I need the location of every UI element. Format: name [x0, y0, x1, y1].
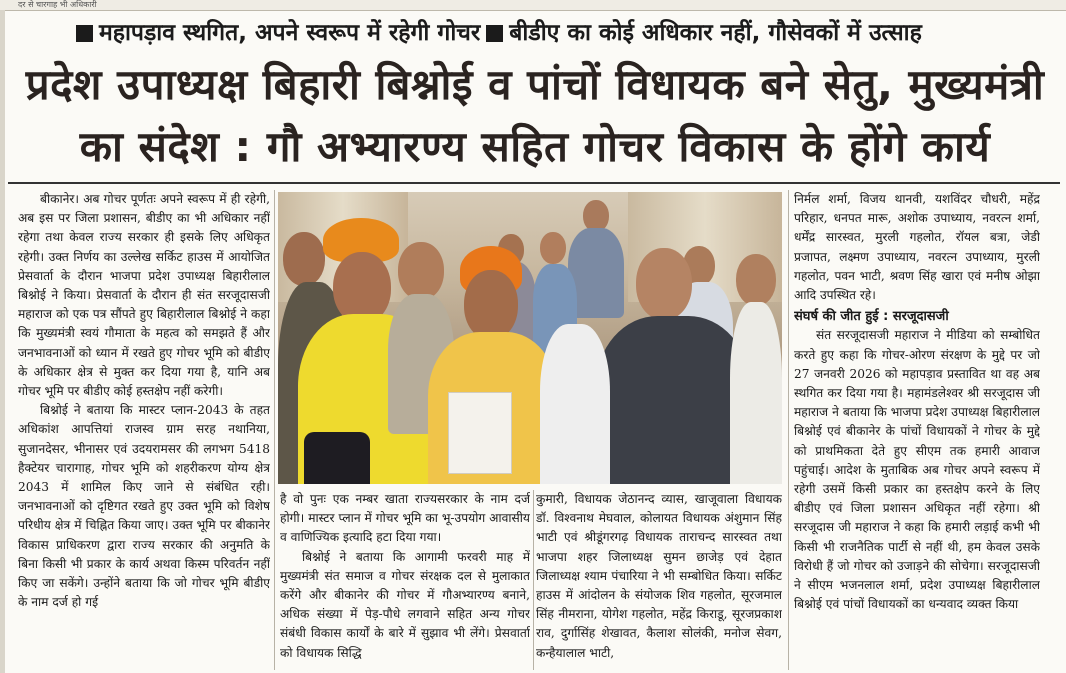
paragraph: कुमारी, विधायक जेठानन्द व्यास, खाजूवाला विधायक डॉ. विश्वनाथ मेघवाल, कोलायत विधायक अंशुमान सिंह भाटी एवं श्रीडूंगरगढ़ विधायक ताराचन्द सारस्वत तथा भाजपा शहर जिलाध्यक्ष सुमन छाजेड़ एवं देहात जिलाध्यक्ष श्याम पंचारिया ने भी सम्बोधित किया। सर्किट हाउस में आंदोलन के संयोजक शिव गहलोत, सूरजमाल सिंह नीमराना, योगेश गहलोत, महेंद्र किराडू, सूरजप्रकाश राव, दुर्गासिंह शेखावत, कैलाश सोलंकी, मनोज सेवग, कन्हैयालाल भाटी, — [536, 492, 782, 660]
paragraph: बिश्नोई ने बताया कि मास्टर प्लान-2043 के तहत अधिकांश आपत्तियां राजस्व ग्राम सरह नथानिया, सुजानदेसर, भीनासर एवं उदयरामसर की लगभग 5418 हैक्टेयर चारागाह, गोचर भूमि को शहरीकरण योग्य क्षेत्र 2043 में शामिल किए जाने से संबंधित रही। जनभावनाओं को दृष्टिगत रखते हुए उक्त भूमि को विशेष परिधीय क्षेत्र में चिह्नित किया जाए। उक्त भूमि पर बीकानेर विकास प्राधिकरण द्वारा राज्य सरकार की अनुमति के बिना किसी भी प्रकार के कार्य अथवा किस्म परिवर्तन नहीं किए जा सकेंगे। उन्होंने बताया कि जो गोचर भूमि बीडीए के नाम दर्ज हो गई — [18, 403, 270, 610]
page-edge — [0, 10, 5, 673]
paragraph: निर्मल शर्मा, विजय थानवी, यशविंदर चौधरी, महेंद्र परिहार, धनपत मारू, अशोक उपाध्याय, नवरत्न शर्मा, धर्मेंद्र सारस्वत, मुरली गहलोत, रॉयल बत्रा, जेडी प्रजापत, लक्ष्मण उपाध्याय, नवरत्न उपाध्याय, मुरली गहलोत, पवन भाटी, श्रवण सिंह खारा एवं मनीष ओझा आदि उपस्थित रहे। — [794, 192, 1040, 303]
column-divider — [533, 490, 534, 670]
headline-rule — [8, 182, 1060, 184]
column-divider — [788, 190, 789, 670]
headline-line2: का संदेश : गौ अभ्यारण्य सहित गोचर विकास के होंगे कार्य — [79, 122, 991, 171]
paragraph: संत सरजूदासजी महाराज ने मीडिया को सम्बोधित करते हुए कहा कि गोचर-ओरण संरक्षण के मुद्दे पर जो 27 जनवरी 2026 को महापड़ाव प्रस्तावित था वह अब स्थगित कर दिया गया है। महामंडलेश्वर श्री सरजूदास जी महाराज ने बताया कि भाजपा प्रदेश उपाध्यक्ष बिहारीलाल बिश्नोई एवं बीकानेर के पांचों विधायकों ने गोचर के मुद्दे को प्राथमिकता देते हुए सीएम तक हमारी आवाज पहुंचाई। आदेश के मुताबिक अब गोचर अपने स्वरूप में रहेगी उसमें किसी प्रकार का हस्तक्षेप करने के लिए बीडीए एवं जिला प्रशासन अधिकृत नहीं रहेगा। श्री सरजूदास जी महाराज ने कहा कि हमारी लड़ाई कभी भी किसी भी राजनैतिक पार्टी से नहीं थी, हम केवल उसके विरोधी हैं जो गोचर को उजाड़ने की सोचेगा। सरजूदासजी ने सीएम भजनलाल शर्मा, प्रदेश उपाध्यक्ष बिहारीलाल बिश्नोई एवं पांचों विधायकों का धन्यवाद व्यक्त किया — [794, 328, 1040, 612]
article-column-2 — [280, 490, 530, 672]
article-column-3 — [536, 490, 782, 672]
paragraph: बिश्नोई ने बताया कि आगामी फरवरी माह में मुख्यमंत्री संत समाज व गोचर संरक्षक दल से मुलाकात करेंगे और बीकानेर की गोचर में गौअभ्यारण्य बनाने, अधिक संख्या में पेड़-पौधे लगवाने सहित अन्य गोचर संबंधी विकास कार्यों के बारे में सुझाव भी लेंगे। प्रेसवार्ता को विधायक सिद्धि — [280, 549, 530, 660]
headline — [10, 54, 1060, 178]
subheadline — [70, 16, 1000, 50]
square-bullet-icon — [486, 25, 503, 42]
article-column-4 — [794, 190, 1040, 672]
column-divider — [274, 190, 275, 670]
article-column-1 — [18, 190, 270, 672]
subheadline-part2: बीडीए का कोई अधिकार नहीं, गौसेवकों में उत्साह — [509, 20, 922, 46]
top-strip-text: दर से चारगाह भी अधिकारी — [18, 0, 97, 9]
paragraph: बीकानेर। अब गोचर पूर्णतः अपने स्वरूप में ही रहेगी, अब इस पर जिला प्रशासन, बीडीए का भी अधिकार नहीं रहेगा तथा केवल राज्य सरकार ही इसके लिए अधिकृत रहेगी। उक्त निर्णय का उल्लेख सर्किट हाउस में आयोजित प्रेसवार्ता के दौरान भाजपा प्रदेश उपाध्यक्ष बिहारीलाल बिश्नोई ने किया। प्रेसवार्ता के दौरान ही संत सरजूदासजी महाराज को एक पत्र सौंपते हुए बिहारीलाल बिश्नोई ने कहा कि मुख्यमंत्री स्वयं गौमाता के महत्व को समझते हैं और जनभावनाओं को ध्यान में रखते हुए गोचर भूमि को बीडीए के अधिकार क्षेत्र से मुक्त कर दिया गया है, यानि अब गोचर भूमि पर बीडीए कोई हस्तक्षेप नहीं करेगी। — [18, 192, 270, 399]
letter-document — [448, 392, 512, 474]
column-subheading: संघर्ष की जीत हुई : सरजूदासजी — [794, 309, 949, 325]
square-bullet-icon — [76, 25, 93, 42]
phone-in-hand — [304, 432, 370, 484]
headline-line1: प्रदेश उपाध्यक्ष बिहारी बिश्नोई व पांचों विधायक बने सेतु, मुख्यमंत्री — [25, 60, 1045, 109]
top-strip — [0, 0, 1066, 11]
paragraph: है वो पुनः एक नम्बर खाता राज्यसरकार के नाम दर्ज होगी। मास्टर प्लान में गोचर भूमि का भू-उपयोग आवासीय व वाणिज्यिक इत्यादि हटा दिया गया। — [280, 492, 530, 545]
subheadline-part1: महापड़ाव स्थगित, अपने स्वरूप में रहेगी गोचर — [99, 20, 481, 46]
press-conference-photo — [278, 192, 782, 484]
